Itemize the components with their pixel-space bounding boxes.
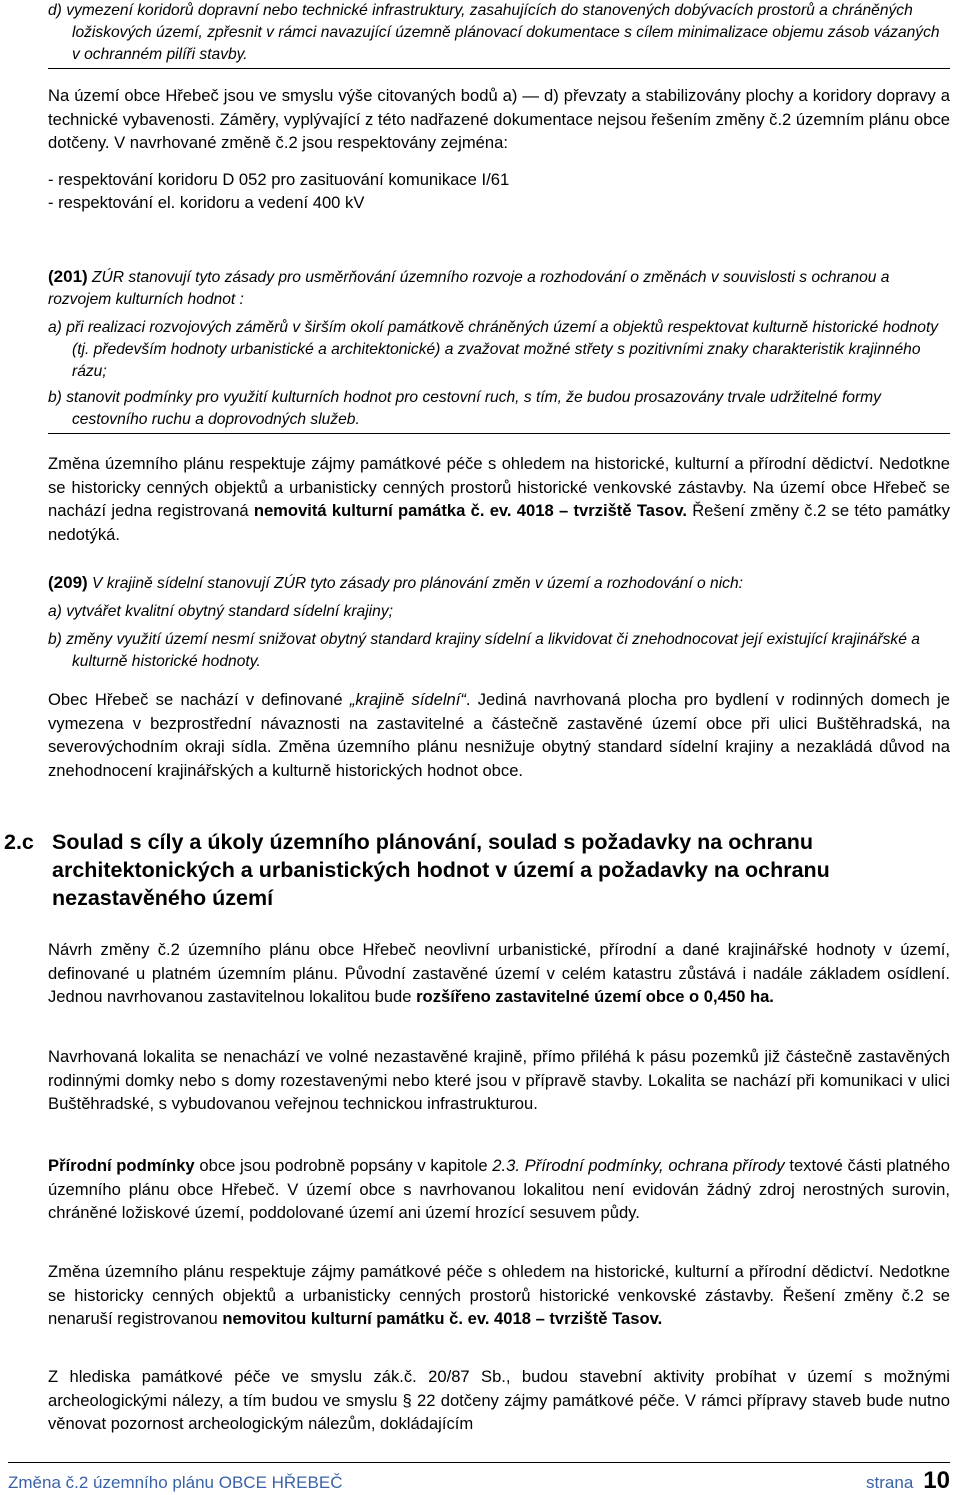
navrh-part1: Návrh změny č.2 územního plánu obce Hřebeč neovlivní urbanistické, přírodní a dané krajinářské hodnoty v území, definované u platném územním plánu. Původní zastavěné území v celém katastru zůstává i nadále základem osídlení. Jednou navrhovanou zastavitelnou lokalitou bude: [48, 940, 950, 1007]
paragraph-pamatky-1-text: [48, 452, 950, 546]
paragraph-pamatky-1: [48, 452, 950, 546]
footer-title: Změna č.2 územního plánu OBCE HŘEBEČ: [8, 1473, 343, 1492]
zur-201-intro-text: ZÚR stanovují tyto zásady pro usměrňování územního rozvoje a rozhodování o změnách v souvislosti s ochranou a rozvojem kulturních hodnot :: [48, 269, 890, 308]
paragraph-navrh-text: [48, 938, 950, 1009]
list-item-koridor-d052: - respektování koridoru D 052 pro zasituování komunikace I/61: [48, 169, 510, 189]
paragraph-navrh: [48, 938, 950, 1009]
zur-box-209: [48, 572, 950, 673]
paragraph-pamatky-2: [48, 1260, 950, 1331]
paragraph-pamatky-2-text: [48, 1260, 950, 1331]
pamatky-2-part1: Změna územního plánu respektuje zájmy památkové péče s ohledem na historické, kulturní a přírodní dědictví. Nedotkne se historicky cenných objektů a urbanisticky cenných prostorů historické venkovské zástavby. Řešení změny č.2 se nenaruší registrovanou: [48, 1262, 950, 1329]
pamatky-2-bold: nemovitou kulturní památku č. ev. 4018 – tvrziště Tasov.: [222, 1309, 663, 1329]
prirodni-bold: Přírodní podmínky: [48, 1156, 195, 1175]
zur-item-d: d) vymezení koridorů dopravní nebo technické infrastruktury, zasahujících do stanovených dobývacích prostorů a chráněných ložiskových území, zpřesnit v rámci navazující územně plánovací dokumentace s cílem minimalizace objemu zásob vázaných v ochranném pilíři stavby.: [48, 2, 940, 63]
footer-page-label: strana: [866, 1473, 914, 1492]
pamatky-1-part2: Řešení změny č.2 se této památky nedotýká.: [48, 501, 950, 544]
footer-page: [866, 1467, 950, 1495]
zur-209-intro: [48, 572, 950, 595]
navrh-bold: rozšířeno zastavitelné území obce o 0,450 ha.: [416, 987, 774, 1007]
pamatky-1-bold: nemovitá kulturní památka č. ev. 4018 – tvrziště Tasov.: [253, 501, 687, 521]
sidelni-part1: Obec Hřebeč se nachází v definované: [48, 690, 350, 709]
list-item-koridor-400kv: - respektování el. koridoru a vedení 400 kV: [48, 193, 365, 213]
paragraph-koridory-text: Na území obce Hřebeč jsou ve smyslu výše citovaných bodů a) — d) převzaty a stabilizovány plochy a koridory dopravy a technické vybavenosti. Záměry, vyplývající z této nadřazené dokumentace nejsou řešením změny č.2 územním plánu obce dotčeny. V navrhované změně č.2 jsou respektovány zejména:: [48, 86, 950, 153]
page-footer: [8, 1462, 950, 1495]
zur-box-201: [48, 266, 950, 434]
zur-209-item-a: a) vytvářet kvalitní obytný standard sídelní krajiny;: [48, 603, 393, 620]
zur-box-top: [48, 0, 950, 69]
zur-201-item-a: a) při realizaci rozvojových záměrů v širším okolí památkově chráněných území a objektů respektovat kulturně historické hodnoty (tj. především hodnoty urbanistické a architektonické) a zvažovat možné střety s pozitivními znaky charakteristik krajinného rázu;: [48, 319, 939, 380]
section-heading: [0, 828, 950, 912]
prirodni-part2: textové části platného územního plánu obce Hřebeč. V území obce s navrhovanou lokalitou není evidován žádný zdroj nerostných surovin, chráněné ložiskové území, poddolované území ani území hrozící sesuvem půdy.: [48, 1156, 951, 1223]
sidelni-italic: „krajině sídelní“: [349, 690, 466, 709]
footer-page-number: 10: [923, 1467, 950, 1494]
paragraph-lokalita: [48, 1045, 950, 1116]
section-number: 2.c: [4, 830, 34, 854]
section-title: Soulad s cíly a úkoly územního plánování, soulad s požadavky na ochranu architektonických a urbanistických hodnot v území a požadavky na ochranu nezastavěného území: [52, 830, 830, 910]
paragraph-prirodni-text: [48, 1154, 950, 1225]
zur-201-intro: [48, 266, 950, 311]
paragraph-sidelni-text: [48, 688, 950, 782]
paragraph-koridory: [48, 84, 950, 215]
prirodni-part1: obce jsou podrobně popsány v kapitole: [194, 1156, 493, 1175]
paragraph-archeo-text: Z hlediska památkové péče ve smyslu zák.č. 20/87 Sb., budou stavební aktivity probíhat v území s možnými archeologickými nálezy, a tím budou ve smyslu § 22 dotčeny zájmy památkové péče. V rámci přípravy staveb bude nutno věnovat pozornost archeologickým nálezům, dokládajícím: [48, 1367, 950, 1434]
zur-201-number: (201): [48, 267, 88, 286]
paragraph-sidelni: [48, 688, 950, 782]
zur-201-item-b: b) stanovit podmínky pro využití kulturních hodnot pro cestovní ruch, s tím, že budou prosazovány trvale udržitelné formy cestovního ruchu a doprovodných služeb.: [48, 389, 881, 428]
sidelni-part2: . Jediná navrhovaná plocha pro bydlení v rodinných domech je vymezena v bezprostřední návaznosti na zastavitelné a částečně zastavěné území obce při ulici Buštěhradská, na severovýchodním okraji sídla. Změna územního plánu nesnižuje obytný standard sídelní krajiny a nezakládá důvod na znehodnocení krajinářských a kulturně historických hodnot obce.: [48, 690, 950, 780]
prirodni-italic: 2.3. Přírodní podmínky, ochrana přírody: [492, 1156, 785, 1175]
paragraph-prirodni: [48, 1154, 950, 1225]
paragraph-lokalita-text: Navrhovaná lokalita se nenachází ve volné nezastavěné krajině, přímo přiléhá k pásu pozemků již částečně zastavěných rodinnými domky nebo s domy rozestavenými nebo které jsou v přípravě stavby. Lokalita se nachází při komunikaci v ulici Buštěhradské, s vybudovanou veřejnou technickou infrastrukturou.: [48, 1047, 950, 1114]
pamatky-1-part1: Změna územního plánu respektuje zájmy památkové péče s ohledem na historické, kulturní a přírodní dědictví. Nedotkne se historicky cenných objektů a urbanisticky cenných prostorů historické venkovské zástavby. Na území obce Hřebeč se nachází jedna registrovaná: [48, 454, 950, 521]
zur-209-item-b: b) změny využití území nesmí snižovat obytný standard krajiny sídelní a likvidovat či znehodnocovat její existující krajinářské a kulturně historické hodnoty.: [48, 631, 920, 670]
zur-209-number: (209): [48, 573, 88, 592]
zur-209-intro-text: V krajině sídelní stanovují ZÚR tyto zásady pro plánování změn v území a rozhodování o nich:: [87, 575, 743, 592]
paragraph-archeo: [48, 1365, 950, 1436]
